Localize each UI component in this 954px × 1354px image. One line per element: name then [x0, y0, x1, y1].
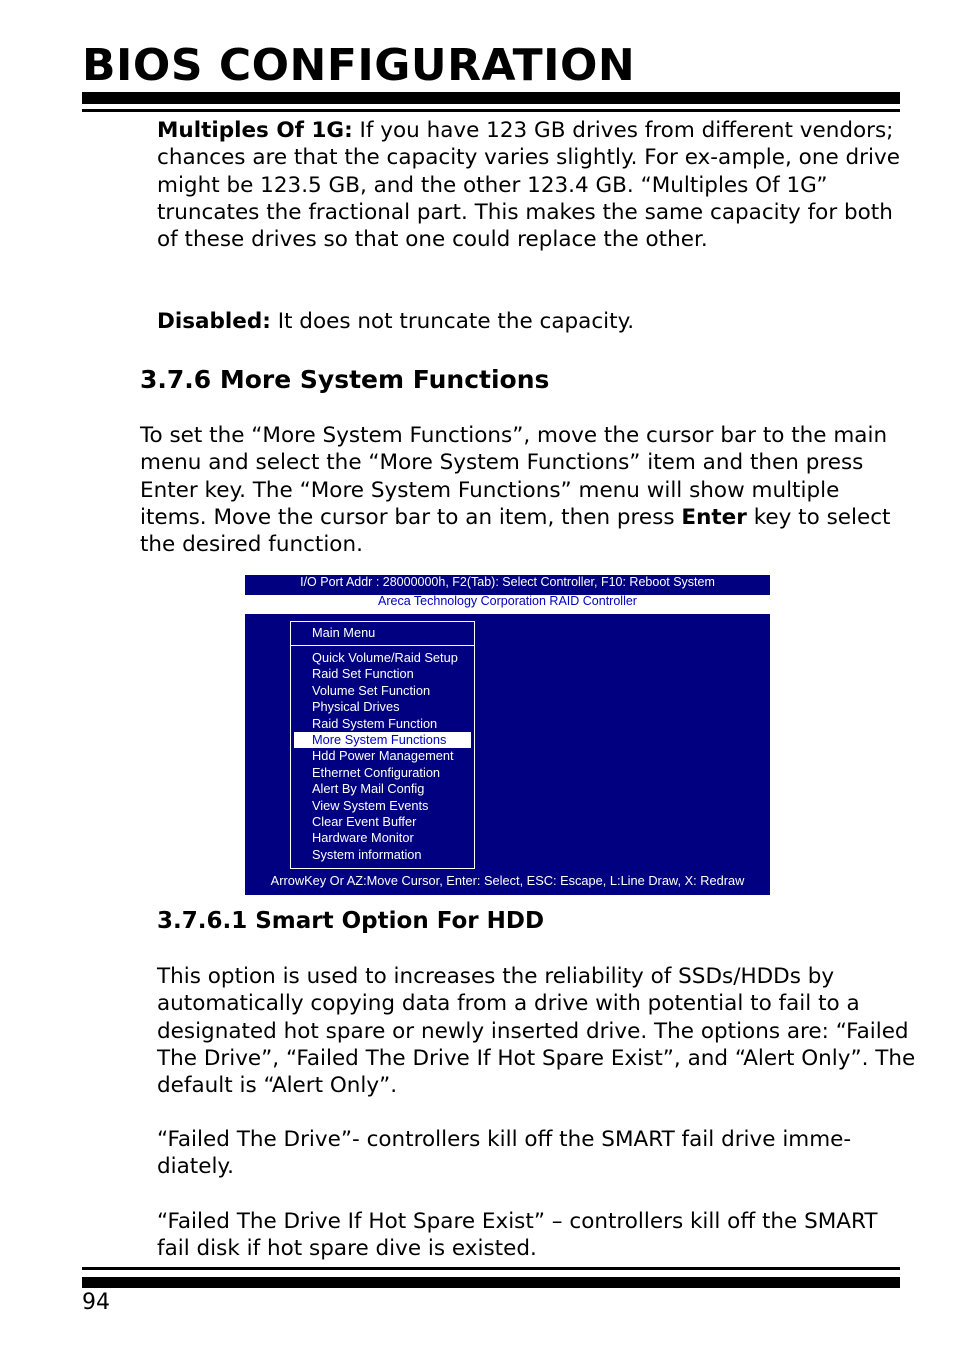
bios-menu-item-raid-set-function[interactable]: Raid Set Function [312, 666, 414, 682]
bios-menu-title: Main Menu [312, 625, 376, 640]
intro-text-after: key to select the desired function. [140, 504, 891, 558]
intro-text-before: To set the “More System Functions”, move the cursor bar to the main menu and select the “More System Functions” item and then press Enter key. The “More System Functions” menu will show multiple items. Move the cursor bar to an item, then press [140, 423, 888, 530]
intro-enter-key: Enter [681, 504, 747, 530]
bios-menu-item-raid-system-function[interactable]: Raid System Function [312, 715, 438, 731]
bios-menu-divider [291, 645, 474, 646]
section-heading: 3.7.6 More System Functions [140, 365, 550, 394]
header-rule-thin [82, 109, 900, 112]
bios-menu-item-volume-set-function[interactable]: Volume Set Function [312, 682, 431, 698]
multiples-text: If you have 123 GB drives from different vendors; chances are that the capacity varies slightly. For ex-ample, one drive might be 123.5 GB, and the other 123.4 GB. “Multiples Of 1G” truncates the fractional part. This makes the same capacity for both of these drives so that one could replace the other. [157, 118, 900, 253]
bios-menu-item-more-system-functions[interactable]: More System Functions [294, 732, 471, 748]
smart-option-paragraph: This option is used to increases the reliability of SSDs/HDDs by automatically copying data from a drive with potential to fail to a designated hot spare or newly inserted drive. The options are: “Failed The Drive”, “Failed The Drive If Hot Spare Exist”, and “Alert Only”. The default is “Alert Only”. [157, 964, 916, 1099]
bios-menu-item-quick-volume-raid-setup[interactable]: Quick Volume/Raid Setup [312, 650, 458, 665]
bios-menu-item-clear-event-buffer[interactable]: Clear Event Buffer [312, 813, 417, 829]
header-rule-thick [82, 92, 900, 104]
failed-drive-paragraph: “Failed The Drive”- controllers kill off the SMART fail drive imme-diately. [157, 1127, 852, 1180]
bios-menu-item-ethernet-configuration[interactable]: Ethernet Configuration [312, 764, 441, 780]
multiples-term: Multiples Of 1G: [157, 118, 353, 143]
bios-menu-list [291, 650, 474, 863]
section-intro [140, 422, 910, 558]
bios-menu-item-system-information[interactable]: System information [312, 846, 422, 862]
page-number: 94 [82, 1290, 110, 1315]
footer-rule-thin [82, 1267, 900, 1270]
multiples-paragraph [157, 117, 917, 253]
subsection-heading: 3.7.6.1 Smart Option For HDD [157, 908, 545, 934]
disabled-term: Disabled: [157, 309, 271, 334]
bios-top-bar: I/O Port Addr : 28000000h, F2(Tab): Select Controller, F10: Reboot System [300, 575, 715, 589]
bios-key-help-bar: ArrowKey Or AZ:Move Cursor, Enter: Select, ESC: Escape, L:Line Draw, X: Redraw [270, 873, 745, 888]
bios-menu-item-hdd-power-management[interactable]: Hdd Power Management [312, 748, 454, 764]
bios-menu-item-physical-drives[interactable]: Physical Drives [312, 699, 400, 715]
footer-rule-thick [82, 1277, 900, 1288]
bios-menu-item-hardware-monitor[interactable]: Hardware Monitor [312, 830, 414, 846]
bios-main-menu [290, 621, 475, 869]
bios-vendor-bar: Areca Technology Corporation RAID Controller [245, 595, 770, 614]
bios-menu-item-alert-by-mail-config[interactable]: Alert By Mail Config [312, 781, 425, 797]
disabled-paragraph [157, 308, 917, 335]
disabled-text: It does not truncate the capacity. [270, 309, 635, 334]
failed-hot-spare-paragraph: “Failed The Drive If Hot Spare Exist” – controllers kill off the SMART fail disk if hot spare dive is existed. [157, 1209, 878, 1262]
bios-screenshot [245, 575, 770, 895]
bios-menu-item-view-system-events[interactable]: View System Events [312, 797, 429, 813]
page-title: BIOS CONFIGURATION [82, 40, 636, 91]
